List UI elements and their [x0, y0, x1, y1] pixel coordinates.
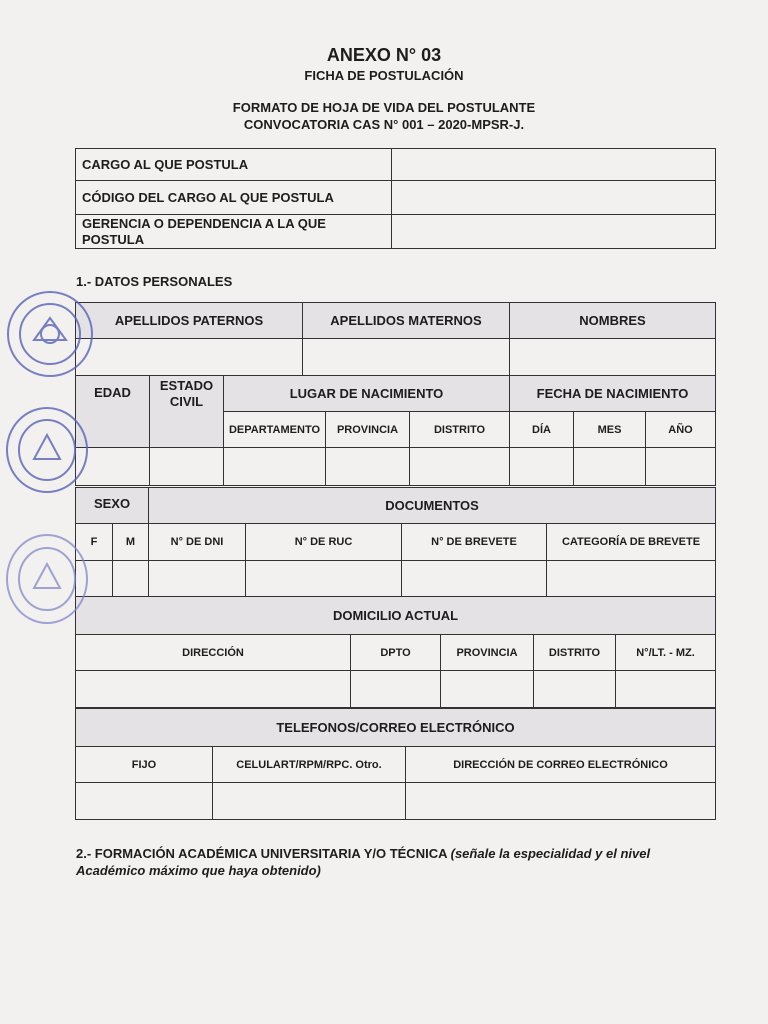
apellidos-maternos-field[interactable] — [303, 339, 510, 376]
dni-header: N° DE DNI — [149, 524, 246, 561]
direccion-header: DIRECCIÓN — [76, 635, 351, 671]
anio-header: AÑO — [646, 412, 716, 448]
gerencia-label: GERENCIA O DEPENDENCIA A LA QUE POSTULA — [76, 215, 392, 249]
ruc-header: N° DE RUC — [246, 524, 402, 561]
birth-table — [75, 375, 716, 486]
telefonos-table — [75, 708, 716, 820]
apellidos-maternos-header: APELLIDOS MATERNOS — [303, 303, 510, 339]
official-seal-icon — [4, 532, 90, 626]
distrito-header: DISTRITO — [410, 412, 510, 448]
domicilio-header: DOMICILIO ACTUAL — [76, 597, 716, 635]
anio-field[interactable] — [646, 448, 716, 486]
celular-header: CELULART/RPM/RPC. Otro. — [213, 747, 406, 783]
dia-field[interactable] — [510, 448, 574, 486]
dpto-header: DPTO — [351, 635, 441, 671]
estado-civil-field[interactable] — [150, 448, 224, 486]
categoria-brevete-field[interactable] — [547, 561, 716, 597]
codigo-cargo-label: CÓDIGO DEL CARGO AL QUE POSTULA — [76, 181, 392, 215]
domicilio-distrito-header: DISTRITO — [534, 635, 616, 671]
section-datos-personales: 1.- DATOS PERSONALES — [76, 274, 233, 289]
distrito-field[interactable] — [410, 448, 510, 486]
fecha-nacimiento-header: FECHA DE NACIMIENTO — [510, 376, 716, 412]
domicilio-provincia-field[interactable] — [441, 671, 534, 708]
fijo-header: FIJO — [76, 747, 213, 783]
correo-header: DIRECCIÓN DE CORREO ELECTRÓNICO — [406, 747, 716, 783]
domicilio-distrito-field[interactable] — [534, 671, 616, 708]
document-title: ANEXO N° 03 — [326, 45, 442, 65]
cargo-table — [75, 148, 716, 249]
sexo-header: SEXO — [76, 488, 149, 524]
dia-header: DÍA — [510, 412, 574, 448]
correo-field[interactable] — [406, 783, 716, 820]
edad-header: EDAD — [76, 376, 150, 448]
dni-field[interactable] — [149, 561, 246, 597]
section-formacion-academica — [76, 845, 716, 879]
format-title: FORMATO DE HOJA DE VIDA DEL POSTULANTE — [232, 100, 536, 115]
direccion-field[interactable] — [76, 671, 351, 708]
provincia-field[interactable] — [326, 448, 410, 486]
departamento-field[interactable] — [224, 448, 326, 486]
formacion-note: (señale la especialidad y el nivel Académico máximo que haya obtenido) — [76, 846, 651, 878]
documents-table — [75, 487, 716, 597]
formacion-title: 2.- FORMACIÓN ACADÉMICA UNIVERSITARIA Y/O TÉCNICA — [76, 846, 447, 861]
documentos-header: DOCUMENTOS — [149, 488, 716, 524]
brevete-header: N° DE BREVETE — [402, 524, 547, 561]
codigo-cargo-field[interactable] — [392, 181, 716, 215]
sexo-m-field[interactable] — [113, 561, 149, 597]
lugar-nacimiento-header: LUGAR DE NACIMIENTO — [224, 376, 510, 412]
categoria-brevete-header: CATEGORÍA DE BREVETE — [547, 524, 716, 561]
cargo-label: CARGO AL QUE POSTULA — [76, 149, 392, 181]
brevete-field[interactable] — [402, 561, 547, 597]
mes-field[interactable] — [574, 448, 646, 486]
official-seal-icon — [4, 288, 96, 380]
estado-civil-header: ESTADO CIVIL — [150, 376, 224, 448]
departamento-header: DEPARTAMENTO — [224, 412, 326, 448]
sexo-f-header: F — [76, 524, 113, 561]
document-subtitle: FICHA DE POSTULACIÓN — [304, 68, 464, 83]
nombres-header: NOMBRES — [510, 303, 716, 339]
apellidos-paternos-header: APELLIDOS PATERNOS — [76, 303, 303, 339]
convocatoria-title: CONVOCATORIA CAS N° 001 – 2020-MPSR-J. — [243, 117, 525, 132]
gerencia-field[interactable] — [392, 215, 716, 249]
apellidos-paternos-field[interactable] — [76, 339, 303, 376]
numero-lote-header: N°/LT. - MZ. — [616, 635, 716, 671]
official-seal-icon — [4, 405, 90, 495]
fijo-field[interactable] — [76, 783, 213, 820]
celular-field[interactable] — [213, 783, 406, 820]
telefonos-header: TELEFONOS/CORREO ELECTRÓNICO — [76, 709, 716, 747]
provincia-header: PROVINCIA — [326, 412, 410, 448]
nombres-field[interactable] — [510, 339, 716, 376]
numero-lote-field[interactable] — [616, 671, 716, 708]
dpto-field[interactable] — [351, 671, 441, 708]
cargo-field[interactable] — [392, 149, 716, 181]
domicilio-table — [75, 596, 716, 708]
ruc-field[interactable] — [246, 561, 402, 597]
names-table — [75, 302, 716, 376]
mes-header: MES — [574, 412, 646, 448]
sexo-m-header: M — [113, 524, 149, 561]
domicilio-provincia-header: PROVINCIA — [441, 635, 534, 671]
